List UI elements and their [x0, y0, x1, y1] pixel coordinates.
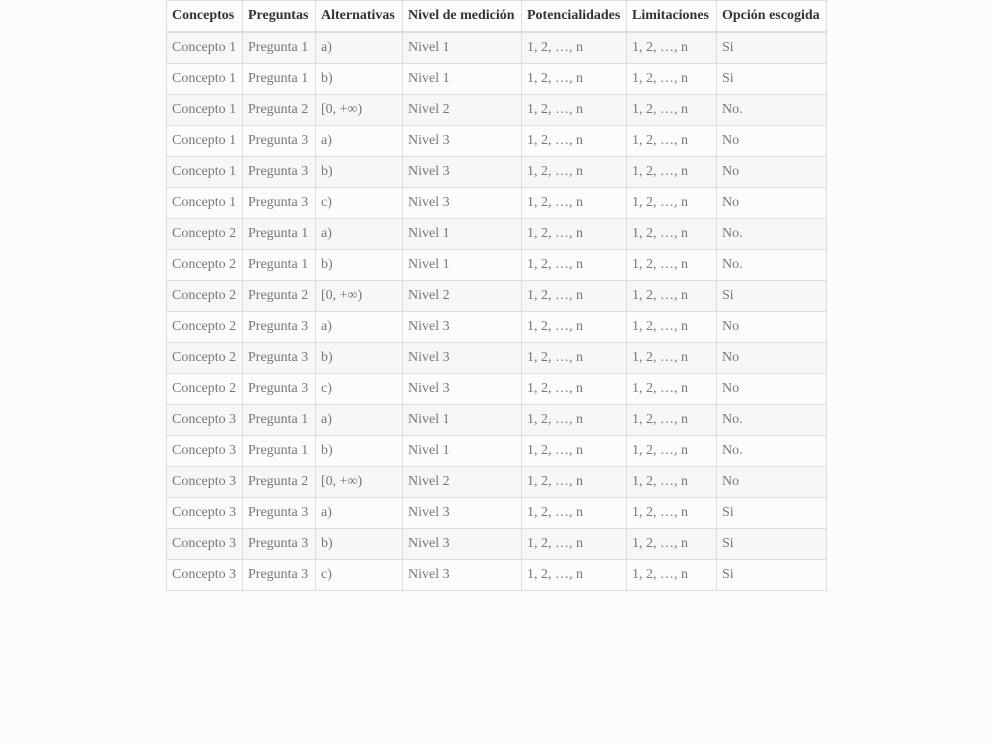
cell-opcion: No. — [717, 219, 827, 250]
cell-concepto: Concepto 3 — [167, 560, 243, 591]
cell-nivel: Nivel 3 — [403, 188, 522, 219]
cell-concepto: Concepto 1 — [167, 188, 243, 219]
cell-limitaciones: 1, 2, …, n — [627, 64, 717, 95]
table-container — [166, 0, 827, 591]
cell-alternativa: b) — [316, 436, 403, 467]
cell-pregunta: Pregunta 3 — [243, 498, 316, 529]
table-row — [167, 498, 827, 529]
cell-concepto: Concepto 3 — [167, 436, 243, 467]
cell-opcion: No — [717, 374, 827, 405]
cell-nivel: Nivel 3 — [403, 529, 522, 560]
cell-alternativa: [0, +∞) — [316, 95, 403, 126]
cell-concepto: Concepto 2 — [167, 312, 243, 343]
table-row — [167, 529, 827, 560]
cell-alternativa: a) — [316, 219, 403, 250]
cell-alternativa: a) — [316, 32, 403, 64]
cell-limitaciones: 1, 2, …, n — [627, 312, 717, 343]
cell-pregunta: Pregunta 2 — [243, 95, 316, 126]
header-limitaciones: Limitaciones — [627, 1, 717, 33]
cell-limitaciones: 1, 2, …, n — [627, 467, 717, 498]
cell-pregunta: Pregunta 1 — [243, 219, 316, 250]
cell-concepto: Concepto 1 — [167, 32, 243, 64]
cell-potencialidades: 1, 2, …, n — [522, 250, 627, 281]
cell-concepto: Concepto 2 — [167, 250, 243, 281]
cell-concepto: Concepto 2 — [167, 219, 243, 250]
cell-nivel: Nivel 1 — [403, 32, 522, 64]
header-potencialidades: Potencialidades — [522, 1, 627, 33]
cell-pregunta: Pregunta 3 — [243, 374, 316, 405]
cell-alternativa: a) — [316, 405, 403, 436]
table-row — [167, 219, 827, 250]
table-row — [167, 126, 827, 157]
cell-alternativa: c) — [316, 188, 403, 219]
cell-pregunta: Pregunta 3 — [243, 126, 316, 157]
cell-alternativa: b) — [316, 250, 403, 281]
cell-alternativa: [0, +∞) — [316, 281, 403, 312]
cell-opcion: No — [717, 467, 827, 498]
cell-pregunta: Pregunta 1 — [243, 405, 316, 436]
cell-potencialidades: 1, 2, …, n — [522, 95, 627, 126]
cell-limitaciones: 1, 2, …, n — [627, 560, 717, 591]
cell-limitaciones: 1, 2, …, n — [627, 529, 717, 560]
cell-pregunta: Pregunta 1 — [243, 64, 316, 95]
cell-opcion: Si — [717, 529, 827, 560]
cell-limitaciones: 1, 2, …, n — [627, 436, 717, 467]
cell-pregunta: Pregunta 3 — [243, 560, 316, 591]
cell-alternativa: a) — [316, 312, 403, 343]
cell-potencialidades: 1, 2, …, n — [522, 374, 627, 405]
data-table — [166, 0, 827, 591]
cell-pregunta: Pregunta 1 — [243, 436, 316, 467]
table-row — [167, 312, 827, 343]
cell-alternativa: c) — [316, 374, 403, 405]
cell-opcion: Si — [717, 64, 827, 95]
table-row — [167, 32, 827, 64]
table-row — [167, 95, 827, 126]
cell-limitaciones: 1, 2, …, n — [627, 126, 717, 157]
cell-alternativa: b) — [316, 64, 403, 95]
header-opcion-escogida: Opción escogida — [717, 1, 827, 33]
table-row — [167, 250, 827, 281]
cell-limitaciones: 1, 2, …, n — [627, 498, 717, 529]
cell-concepto: Concepto 3 — [167, 405, 243, 436]
cell-pregunta: Pregunta 2 — [243, 281, 316, 312]
cell-nivel: Nivel 3 — [403, 560, 522, 591]
cell-pregunta: Pregunta 3 — [243, 157, 316, 188]
table-body — [167, 32, 827, 591]
cell-limitaciones: 1, 2, …, n — [627, 219, 717, 250]
cell-potencialidades: 1, 2, …, n — [522, 32, 627, 64]
table-row — [167, 467, 827, 498]
cell-potencialidades: 1, 2, …, n — [522, 126, 627, 157]
cell-limitaciones: 1, 2, …, n — [627, 250, 717, 281]
cell-concepto: Concepto 3 — [167, 498, 243, 529]
cell-limitaciones: 1, 2, …, n — [627, 343, 717, 374]
cell-potencialidades: 1, 2, …, n — [522, 157, 627, 188]
cell-alternativa: a) — [316, 126, 403, 157]
cell-alternativa: b) — [316, 529, 403, 560]
cell-potencialidades: 1, 2, …, n — [522, 343, 627, 374]
table-row — [167, 157, 827, 188]
cell-concepto: Concepto 2 — [167, 343, 243, 374]
cell-nivel: Nivel 3 — [403, 374, 522, 405]
cell-pregunta: Pregunta 1 — [243, 250, 316, 281]
cell-concepto: Concepto 1 — [167, 95, 243, 126]
cell-nivel: Nivel 3 — [403, 157, 522, 188]
cell-nivel: Nivel 3 — [403, 312, 522, 343]
cell-opcion: No. — [717, 95, 827, 126]
cell-pregunta: Pregunta 3 — [243, 312, 316, 343]
table-row — [167, 436, 827, 467]
cell-potencialidades: 1, 2, …, n — [522, 405, 627, 436]
cell-potencialidades: 1, 2, …, n — [522, 436, 627, 467]
table-row — [167, 343, 827, 374]
cell-alternativa: a) — [316, 498, 403, 529]
cell-pregunta: Pregunta 1 — [243, 32, 316, 64]
cell-alternativa: [0, +∞) — [316, 467, 403, 498]
cell-limitaciones: 1, 2, …, n — [627, 188, 717, 219]
cell-nivel: Nivel 1 — [403, 219, 522, 250]
cell-pregunta: Pregunta 3 — [243, 188, 316, 219]
cell-nivel: Nivel 3 — [403, 498, 522, 529]
cell-limitaciones: 1, 2, …, n — [627, 95, 717, 126]
table-row — [167, 281, 827, 312]
cell-nivel: Nivel 1 — [403, 64, 522, 95]
cell-potencialidades: 1, 2, …, n — [522, 219, 627, 250]
cell-nivel: Nivel 2 — [403, 281, 522, 312]
cell-pregunta: Pregunta 3 — [243, 529, 316, 560]
table-row — [167, 64, 827, 95]
cell-pregunta: Pregunta 2 — [243, 467, 316, 498]
cell-concepto: Concepto 1 — [167, 157, 243, 188]
cell-opcion: No — [717, 343, 827, 374]
cell-limitaciones: 1, 2, …, n — [627, 281, 717, 312]
cell-limitaciones: 1, 2, …, n — [627, 157, 717, 188]
header-alternativas: Alternativas — [316, 1, 403, 33]
cell-concepto: Concepto 2 — [167, 281, 243, 312]
cell-opcion: Si — [717, 32, 827, 64]
cell-opcion: No — [717, 188, 827, 219]
table-header — [167, 1, 827, 33]
cell-nivel: Nivel 3 — [403, 343, 522, 374]
cell-opcion: No — [717, 157, 827, 188]
cell-limitaciones: 1, 2, …, n — [627, 405, 717, 436]
cell-opcion: No. — [717, 436, 827, 467]
cell-concepto: Concepto 3 — [167, 467, 243, 498]
cell-opcion: Si — [717, 498, 827, 529]
cell-concepto: Concepto 2 — [167, 374, 243, 405]
header-conceptos: Conceptos — [167, 1, 243, 33]
cell-opcion: No — [717, 126, 827, 157]
cell-potencialidades: 1, 2, …, n — [522, 188, 627, 219]
cell-nivel: Nivel 1 — [403, 436, 522, 467]
cell-limitaciones: 1, 2, …, n — [627, 374, 717, 405]
cell-potencialidades: 1, 2, …, n — [522, 64, 627, 95]
header-nivel-de-medicion: Nivel de medición — [403, 1, 522, 33]
cell-pregunta: Pregunta 3 — [243, 343, 316, 374]
cell-potencialidades: 1, 2, …, n — [522, 498, 627, 529]
cell-nivel: Nivel 2 — [403, 95, 522, 126]
cell-potencialidades: 1, 2, …, n — [522, 312, 627, 343]
cell-concepto: Concepto 1 — [167, 64, 243, 95]
cell-nivel: Nivel 1 — [403, 250, 522, 281]
cell-potencialidades: 1, 2, …, n — [522, 281, 627, 312]
cell-opcion: No. — [717, 405, 827, 436]
cell-potencialidades: 1, 2, …, n — [522, 529, 627, 560]
header-preguntas: Preguntas — [243, 1, 316, 33]
table-row — [167, 560, 827, 591]
header-row — [167, 1, 827, 33]
cell-limitaciones: 1, 2, …, n — [627, 32, 717, 64]
cell-opcion: No. — [717, 250, 827, 281]
cell-potencialidades: 1, 2, …, n — [522, 560, 627, 591]
cell-nivel: Nivel 3 — [403, 126, 522, 157]
table-row — [167, 374, 827, 405]
cell-alternativa: c) — [316, 560, 403, 591]
table-row — [167, 405, 827, 436]
cell-potencialidades: 1, 2, …, n — [522, 467, 627, 498]
cell-concepto: Concepto 3 — [167, 529, 243, 560]
cell-opcion: Si — [717, 560, 827, 591]
cell-nivel: Nivel 1 — [403, 405, 522, 436]
cell-opcion: Si — [717, 281, 827, 312]
cell-alternativa: b) — [316, 343, 403, 374]
cell-concepto: Concepto 1 — [167, 126, 243, 157]
table-row — [167, 188, 827, 219]
cell-nivel: Nivel 2 — [403, 467, 522, 498]
cell-alternativa: b) — [316, 157, 403, 188]
cell-opcion: No — [717, 312, 827, 343]
